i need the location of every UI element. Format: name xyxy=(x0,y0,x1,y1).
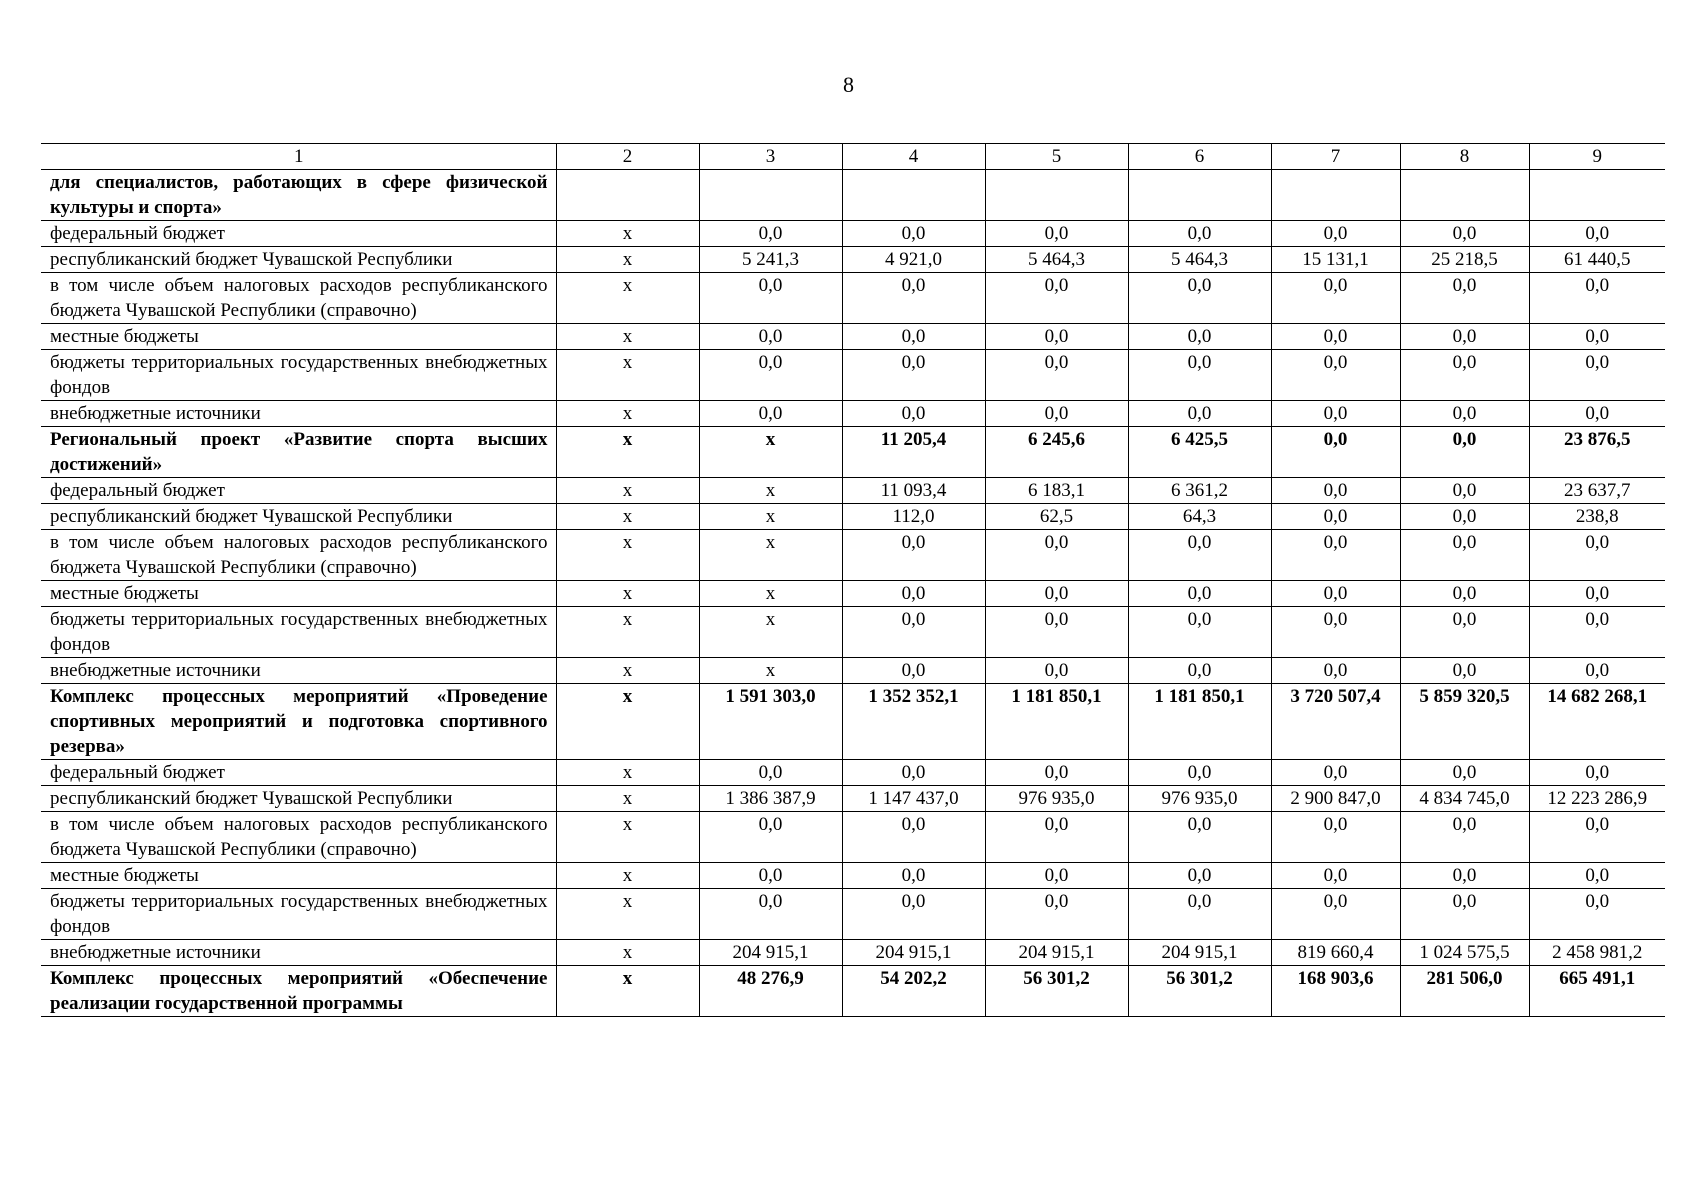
value-cell: 0,0 xyxy=(842,889,985,940)
table-row xyxy=(41,581,1665,607)
value-cell: 819 660,4 xyxy=(1271,940,1400,966)
value-cell: х xyxy=(699,658,842,684)
value-cell: 204 915,1 xyxy=(842,940,985,966)
value-cell: 0,0 xyxy=(1271,607,1400,658)
value-cell: 0,0 xyxy=(1128,273,1271,324)
table-section-row xyxy=(41,427,1665,478)
value-cell: х xyxy=(699,478,842,504)
value-cell: 0,0 xyxy=(842,863,985,889)
column-number-5: 5 xyxy=(985,144,1128,170)
row-label-cell: местные бюджеты xyxy=(41,581,556,607)
value-cell: х xyxy=(556,889,699,940)
value-cell: 0,0 xyxy=(1529,581,1665,607)
value-cell: 23 876,5 xyxy=(1529,427,1665,478)
value-cell: 62,5 xyxy=(985,504,1128,530)
row-label-cell: бюджеты территориальных государственных внебюджетных фондов xyxy=(41,350,556,401)
value-cell: 23 637,7 xyxy=(1529,478,1665,504)
table-row xyxy=(41,221,1665,247)
value-cell xyxy=(842,170,985,221)
value-cell: 0,0 xyxy=(1400,889,1529,940)
value-cell: 168 903,6 xyxy=(1271,966,1400,1017)
value-cell: 0,0 xyxy=(1128,401,1271,427)
value-cell: 0,0 xyxy=(1529,760,1665,786)
column-number-1: 1 xyxy=(41,144,556,170)
value-cell: 0,0 xyxy=(985,760,1128,786)
table-row xyxy=(41,273,1665,324)
value-cell: 0,0 xyxy=(699,324,842,350)
value-cell: х xyxy=(556,504,699,530)
value-cell: 0,0 xyxy=(1271,863,1400,889)
value-cell: 0,0 xyxy=(985,812,1128,863)
value-cell: 0,0 xyxy=(1271,812,1400,863)
row-label-cell: федеральный бюджет xyxy=(41,478,556,504)
row-label-cell: местные бюджеты xyxy=(41,863,556,889)
column-number-7: 7 xyxy=(1271,144,1400,170)
value-cell xyxy=(556,170,699,221)
value-cell: 112,0 xyxy=(842,504,985,530)
value-cell: 0,0 xyxy=(1529,324,1665,350)
column-number-2: 2 xyxy=(556,144,699,170)
value-cell: х xyxy=(556,607,699,658)
value-cell: 5 464,3 xyxy=(985,247,1128,273)
value-cell: 0,0 xyxy=(699,350,842,401)
value-cell: 0,0 xyxy=(1400,658,1529,684)
table-row xyxy=(41,350,1665,401)
value-cell: 1 386 387,9 xyxy=(699,786,842,812)
value-cell: 0,0 xyxy=(842,350,985,401)
value-cell: 0,0 xyxy=(1529,812,1665,863)
value-cell: х xyxy=(556,812,699,863)
value-cell: 0,0 xyxy=(985,350,1128,401)
row-label-cell: бюджеты территориальных государственных внебюджетных фондов xyxy=(41,607,556,658)
value-cell: 0,0 xyxy=(1128,530,1271,581)
table-row xyxy=(41,607,1665,658)
value-cell: 56 301,2 xyxy=(1128,966,1271,1017)
value-cell: 1 147 437,0 xyxy=(842,786,985,812)
value-cell: 0,0 xyxy=(1271,221,1400,247)
value-cell: 0,0 xyxy=(1529,530,1665,581)
row-label-cell: Комплекс процессных мероприятий «Проведение спортивных мероприятий и подготовка спортивного резерва» xyxy=(41,684,556,760)
value-cell: 0,0 xyxy=(1400,504,1529,530)
value-cell: 5 464,3 xyxy=(1128,247,1271,273)
value-cell: 0,0 xyxy=(1271,504,1400,530)
value-cell: 11 205,4 xyxy=(842,427,985,478)
value-cell: х xyxy=(556,940,699,966)
value-cell xyxy=(1271,170,1400,221)
value-cell: х xyxy=(699,581,842,607)
value-cell xyxy=(985,170,1128,221)
value-cell: 12 223 286,9 xyxy=(1529,786,1665,812)
value-cell: 0,0 xyxy=(1128,812,1271,863)
table-row xyxy=(41,786,1665,812)
value-cell: х xyxy=(556,478,699,504)
value-cell: х xyxy=(556,581,699,607)
value-cell: 0,0 xyxy=(842,581,985,607)
value-cell: 0,0 xyxy=(985,273,1128,324)
value-cell: 0,0 xyxy=(1271,324,1400,350)
value-cell: 0,0 xyxy=(1529,607,1665,658)
row-label-cell: Региональный проект «Развитие спорта высших достижений» xyxy=(41,427,556,478)
value-cell: 665 491,1 xyxy=(1529,966,1665,1017)
row-label-cell: внебюджетные источники xyxy=(41,940,556,966)
value-cell: 6 245,6 xyxy=(985,427,1128,478)
row-label-cell: федеральный бюджет xyxy=(41,760,556,786)
value-cell: 0,0 xyxy=(985,530,1128,581)
budget-table xyxy=(41,143,1665,1017)
value-cell: 1 181 850,1 xyxy=(1128,684,1271,760)
value-cell: 0,0 xyxy=(842,273,985,324)
value-cell: 1 591 303,0 xyxy=(699,684,842,760)
page-number: 8 xyxy=(843,72,854,97)
value-cell: 0,0 xyxy=(1529,658,1665,684)
value-cell: 56 301,2 xyxy=(985,966,1128,1017)
value-cell: 976 935,0 xyxy=(985,786,1128,812)
value-cell: 54 202,2 xyxy=(842,966,985,1017)
value-cell: 2 458 981,2 xyxy=(1529,940,1665,966)
value-cell: х xyxy=(556,427,699,478)
value-cell: 281 506,0 xyxy=(1400,966,1529,1017)
value-cell: 0,0 xyxy=(842,401,985,427)
value-cell: х xyxy=(556,684,699,760)
value-cell: 0,0 xyxy=(985,581,1128,607)
value-cell: х xyxy=(556,221,699,247)
value-cell: 0,0 xyxy=(1271,530,1400,581)
value-cell: 0,0 xyxy=(842,607,985,658)
row-label-cell: в том числе объем налоговых расходов республиканского бюджета Чувашской Республики (справочно) xyxy=(41,530,556,581)
value-cell: 0,0 xyxy=(1271,401,1400,427)
value-cell: х xyxy=(556,273,699,324)
value-cell: 0,0 xyxy=(985,658,1128,684)
table-row xyxy=(41,504,1665,530)
value-cell: 0,0 xyxy=(1400,478,1529,504)
value-cell: 48 276,9 xyxy=(699,966,842,1017)
value-cell: 0,0 xyxy=(1128,889,1271,940)
table-row xyxy=(41,760,1665,786)
row-label-cell: внебюджетные источники xyxy=(41,658,556,684)
value-cell: 0,0 xyxy=(842,324,985,350)
value-cell: 0,0 xyxy=(699,863,842,889)
value-cell: 4 834 745,0 xyxy=(1400,786,1529,812)
value-cell: 6 183,1 xyxy=(985,478,1128,504)
value-cell: 0,0 xyxy=(1400,530,1529,581)
value-cell: 0,0 xyxy=(1400,581,1529,607)
value-cell: 1 181 850,1 xyxy=(985,684,1128,760)
value-cell: 0,0 xyxy=(1128,658,1271,684)
value-cell: х xyxy=(556,350,699,401)
value-cell: 0,0 xyxy=(1271,427,1400,478)
value-cell: 0,0 xyxy=(1400,863,1529,889)
value-cell: 3 720 507,4 xyxy=(1271,684,1400,760)
value-cell: 0,0 xyxy=(1400,607,1529,658)
value-cell: 0,0 xyxy=(1529,221,1665,247)
value-cell: 0,0 xyxy=(1128,581,1271,607)
value-cell: 0,0 xyxy=(699,760,842,786)
value-cell: 0,0 xyxy=(1400,324,1529,350)
value-cell: 0,0 xyxy=(1529,401,1665,427)
value-cell: 0,0 xyxy=(699,401,842,427)
value-cell: 204 915,1 xyxy=(1128,940,1271,966)
value-cell: 61 440,5 xyxy=(1529,247,1665,273)
value-cell xyxy=(1400,170,1529,221)
value-cell: х xyxy=(556,786,699,812)
value-cell: х xyxy=(699,427,842,478)
value-cell: х xyxy=(556,966,699,1017)
row-label-cell: республиканский бюджет Чувашской Республики xyxy=(41,786,556,812)
value-cell: х xyxy=(556,247,699,273)
value-cell: 0,0 xyxy=(1400,427,1529,478)
value-cell: 0,0 xyxy=(1271,658,1400,684)
value-cell: 0,0 xyxy=(842,812,985,863)
value-cell: 0,0 xyxy=(985,221,1128,247)
table-row xyxy=(41,401,1665,427)
value-cell: 238,8 xyxy=(1529,504,1665,530)
value-cell: 6 361,2 xyxy=(1128,478,1271,504)
value-cell: 0,0 xyxy=(1128,324,1271,350)
column-number-3: 3 xyxy=(699,144,842,170)
table-row xyxy=(41,530,1665,581)
row-label-cell: в том числе объем налоговых расходов республиканского бюджета Чувашской Республики (справочно) xyxy=(41,273,556,324)
value-cell: 0,0 xyxy=(985,401,1128,427)
table-row xyxy=(41,324,1665,350)
value-cell: 1 352 352,1 xyxy=(842,684,985,760)
value-cell: х xyxy=(699,530,842,581)
value-cell: 0,0 xyxy=(985,607,1128,658)
value-cell: 0,0 xyxy=(842,221,985,247)
value-cell xyxy=(1128,170,1271,221)
value-cell: 0,0 xyxy=(1400,273,1529,324)
value-cell xyxy=(699,170,842,221)
value-cell: 0,0 xyxy=(1400,221,1529,247)
value-cell: 0,0 xyxy=(699,889,842,940)
value-cell: 0,0 xyxy=(985,863,1128,889)
value-cell: 0,0 xyxy=(699,221,842,247)
row-label-cell: республиканский бюджет Чувашской Республики xyxy=(41,504,556,530)
value-cell: 0,0 xyxy=(1529,863,1665,889)
table-row xyxy=(41,940,1665,966)
value-cell: х xyxy=(699,504,842,530)
row-label-cell: внебюджетные источники xyxy=(41,401,556,427)
table-section-row xyxy=(41,966,1665,1017)
value-cell: 204 915,1 xyxy=(699,940,842,966)
value-cell: 0,0 xyxy=(1128,350,1271,401)
value-cell: 0,0 xyxy=(1128,221,1271,247)
row-label-cell: Комплекс процессных мероприятий «Обеспечение реализации государственной программы xyxy=(41,966,556,1017)
table-row xyxy=(41,478,1665,504)
value-cell: 0,0 xyxy=(1529,273,1665,324)
value-cell: х xyxy=(556,530,699,581)
table-row xyxy=(41,658,1665,684)
value-cell: х xyxy=(556,863,699,889)
value-cell: 1 024 575,5 xyxy=(1400,940,1529,966)
value-cell: 0,0 xyxy=(1529,350,1665,401)
table-header-row xyxy=(41,144,1665,170)
column-number-8: 8 xyxy=(1400,144,1529,170)
value-cell: 5 859 320,5 xyxy=(1400,684,1529,760)
table-section-row xyxy=(41,170,1665,221)
value-cell: 0,0 xyxy=(1271,581,1400,607)
value-cell: х xyxy=(556,324,699,350)
value-cell: 11 093,4 xyxy=(842,478,985,504)
value-cell: 64,3 xyxy=(1128,504,1271,530)
value-cell: 5 241,3 xyxy=(699,247,842,273)
value-cell: х xyxy=(556,760,699,786)
value-cell: 0,0 xyxy=(842,658,985,684)
row-label-cell: для специалистов, работающих в сфере физической культуры и спорта» xyxy=(41,170,556,221)
table-row xyxy=(41,247,1665,273)
row-label-cell: республиканский бюджет Чувашской Республики xyxy=(41,247,556,273)
value-cell: 0,0 xyxy=(1400,401,1529,427)
value-cell: 0,0 xyxy=(1400,812,1529,863)
value-cell: 0,0 xyxy=(985,324,1128,350)
value-cell: 204 915,1 xyxy=(985,940,1128,966)
table-row xyxy=(41,812,1665,863)
value-cell: 0,0 xyxy=(842,760,985,786)
value-cell: 0,0 xyxy=(1128,760,1271,786)
table-row xyxy=(41,863,1665,889)
value-cell: 0,0 xyxy=(1128,607,1271,658)
value-cell: 976 935,0 xyxy=(1128,786,1271,812)
value-cell: 0,0 xyxy=(699,273,842,324)
value-cell: 14 682 268,1 xyxy=(1529,684,1665,760)
row-label-cell: федеральный бюджет xyxy=(41,221,556,247)
value-cell: х xyxy=(556,658,699,684)
value-cell: 0,0 xyxy=(1271,889,1400,940)
row-label-cell: бюджеты территориальных государственных внебюджетных фондов xyxy=(41,889,556,940)
value-cell: 0,0 xyxy=(985,889,1128,940)
value-cell: 6 425,5 xyxy=(1128,427,1271,478)
column-number-4: 4 xyxy=(842,144,985,170)
value-cell: 0,0 xyxy=(1400,350,1529,401)
value-cell: 0,0 xyxy=(1128,863,1271,889)
value-cell: 0,0 xyxy=(842,530,985,581)
value-cell: 0,0 xyxy=(1271,350,1400,401)
table-row xyxy=(41,889,1665,940)
value-cell: 0,0 xyxy=(1271,478,1400,504)
value-cell xyxy=(1529,170,1665,221)
value-cell: 4 921,0 xyxy=(842,247,985,273)
table-section-row xyxy=(41,684,1665,760)
row-label-cell: местные бюджеты xyxy=(41,324,556,350)
value-cell: 0,0 xyxy=(1400,760,1529,786)
value-cell: 25 218,5 xyxy=(1400,247,1529,273)
value-cell: 0,0 xyxy=(1271,273,1400,324)
value-cell: 0,0 xyxy=(699,812,842,863)
value-cell: х xyxy=(699,607,842,658)
value-cell: 15 131,1 xyxy=(1271,247,1400,273)
value-cell: 2 900 847,0 xyxy=(1271,786,1400,812)
value-cell: 0,0 xyxy=(1529,889,1665,940)
row-label-cell: в том числе объем налоговых расходов республиканского бюджета Чувашской Республики (справочно) xyxy=(41,812,556,863)
column-number-6: 6 xyxy=(1128,144,1271,170)
value-cell: х xyxy=(556,401,699,427)
column-number-9: 9 xyxy=(1529,144,1665,170)
value-cell: 0,0 xyxy=(1271,760,1400,786)
